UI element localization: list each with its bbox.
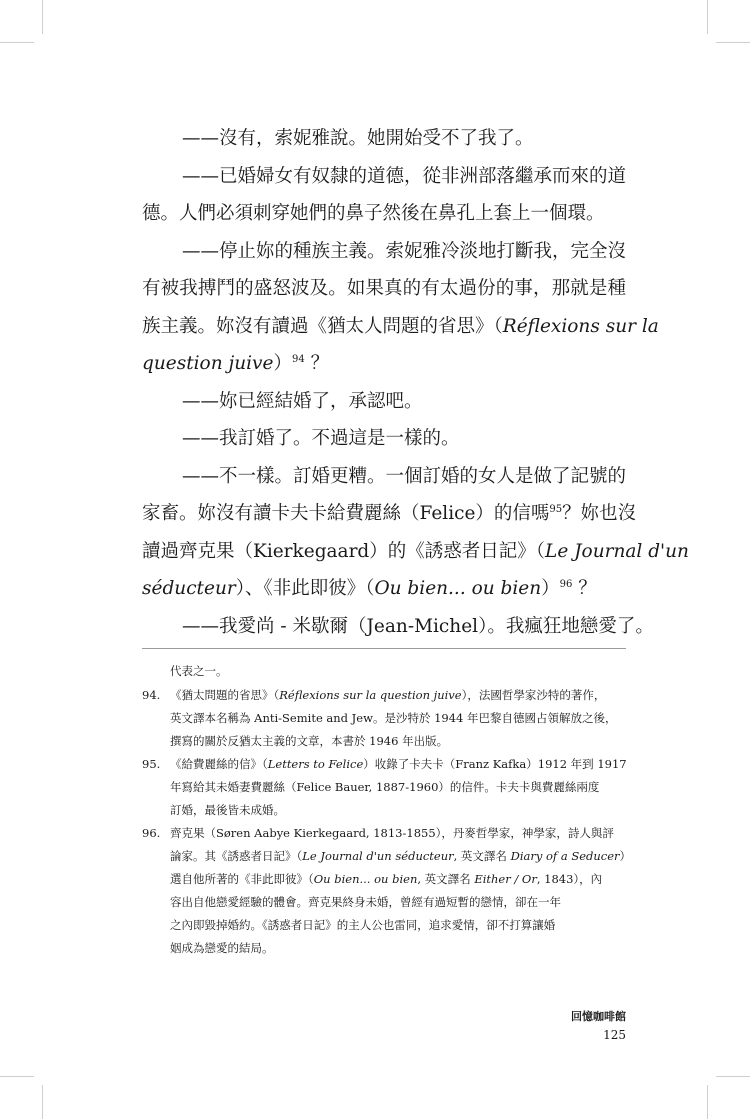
paragraph-line [142, 233, 626, 271]
footnote-line: 年寫給其未婚妻費麗絲（Felice Bauer, 1887-1960）的信件。卡夫卡與費麗絲兩度 [170, 780, 600, 794]
crop-mark [0, 42, 34, 43]
footnotes [142, 660, 632, 960]
footnote-line [170, 845, 631, 868]
text-run: ——沒有，索妮雅說。她開始受不了我了。 [182, 128, 534, 149]
italic-title: Réflexions sur la [502, 315, 659, 337]
paragraph-line [142, 308, 659, 346]
text-run: 家畜。妳沒有讀卡夫卡給費麗絲（Felice）的信嗎 [142, 503, 550, 524]
footnote-95 [142, 753, 626, 822]
footnote-line: 撰寫的關於反猶太主義的文章，本書於 1946 年出版。 [170, 734, 449, 748]
crop-mark [707, 1085, 708, 1119]
paragraph-line [142, 120, 626, 158]
paragraph-line [142, 383, 626, 421]
text-run: ？妳也沒 [562, 503, 637, 524]
footnote-number: 95. [142, 757, 161, 771]
paragraph-line [142, 570, 626, 608]
body-text [142, 120, 689, 645]
text-run: 選自他所著的《非此即彼》（ [170, 872, 314, 886]
text-run: ？ [572, 578, 597, 599]
footnote-ref[interactable]: 95 [549, 504, 563, 515]
italic-title: question juive [142, 353, 274, 374]
footnote-separator [142, 648, 626, 649]
text-run: ） [541, 578, 560, 599]
footnote-line [170, 684, 626, 707]
footnote-line: 姻成為戀愛的結局。 [170, 941, 274, 955]
italic-title: Réflexions sur la question juive [279, 688, 462, 702]
footnote-ref[interactable]: 96 [559, 579, 573, 590]
text-run: 族主義。妳沒有讀過《猶太人問題的省思》（ [142, 315, 503, 337]
text-run: ？ [304, 353, 330, 374]
footnote-line: 容出自他戀愛經驗的體會。齊克果終身未婚，曾經有過短暫的戀情，卻在一年 [170, 895, 561, 909]
text-run: 讀過齊克果（Kierkegaard）的《誘惑者日記》（ [142, 540, 546, 562]
text-run: , 英文譯名 [417, 872, 475, 886]
text-run: 德。人們必須刺穿她們的鼻子然後在鼻孔上套上一個環。 [142, 203, 605, 224]
paragraph-line [142, 270, 626, 308]
crop-mark [0, 1076, 34, 1077]
text-run: ——我愛尚 - 米歇爾（Jean-Michel）。我瘋狂地戀愛了。 [182, 615, 654, 637]
footnote-text [170, 822, 631, 960]
italic-title: Le Journal d'un séducteur [302, 849, 454, 863]
text-run: , 1843），內 [536, 872, 603, 886]
text-run: ——已婚婦女有奴隸的道德，從非洲部落繼承而來的道 [182, 165, 627, 187]
text-run: 《給費麗絲的信》（ [170, 757, 268, 771]
text-run: ），法國哲學家沙特的著作， [461, 688, 606, 702]
crop-mark [42, 0, 43, 34]
text-run: ） [619, 849, 632, 863]
footnote-text [170, 684, 626, 753]
text-run: ） [273, 353, 292, 374]
text-run: 《猶太問題的省思》（ [170, 688, 280, 702]
text-run: ——停止妳的種族主義。索妮雅冷淡地打斷我，完全沒 [182, 240, 627, 262]
footnote-number: 94. [142, 688, 161, 702]
italic-title: Le Journal d'un [545, 540, 689, 562]
footnote-continuation: 代表之一。 [170, 664, 228, 678]
text-run: 有被我搏鬥的盛怒波及。如果真的有太過份的事，那就是種 [142, 278, 626, 299]
italic-title: Ou bien... ou bien [374, 578, 542, 599]
italic-title: Diary of a Seducer [510, 849, 620, 863]
text-run: ——妳已經結婚了，承認吧。 [182, 390, 423, 412]
paragraph-line [142, 533, 689, 571]
footnote-line: 英文譯本名稱為 Anti-Semite and Jew。是沙特於 1944 年巴黎自德國占領解放之後， [170, 711, 617, 725]
footnote-line: 齊克果（Søren Aabye Kierkegaard, 1813-1855），丹麥哲學家，神學家，詩人與評 [170, 826, 614, 840]
footnote-line: 訂婚，最後皆未成婚。 [170, 803, 285, 817]
footnote-ref[interactable]: 94 [291, 354, 305, 365]
paragraph-line [142, 420, 626, 458]
crop-mark [707, 0, 708, 34]
paragraph-line [142, 345, 626, 383]
paragraph-line [142, 458, 626, 496]
text-run: ——我訂婚了。不過這是一樣的。 [182, 428, 460, 449]
paragraph-line [142, 608, 654, 646]
footnote-line [170, 868, 631, 891]
crop-mark [716, 1076, 750, 1077]
crop-mark [42, 1085, 43, 1119]
text-run: , 英文譯名 [453, 849, 511, 863]
footnote-94 [142, 684, 626, 753]
italic-title: Either / Or [474, 872, 537, 886]
text-run: 論家。其《誘惑者日記》（ [170, 849, 303, 863]
footnote-line: 之內即毀掉婚約。《誘惑者日記》的主人公也雷同，追求愛情，卻不打算讓婚 [170, 918, 556, 932]
footnote-text [170, 753, 627, 822]
paragraph-line [142, 158, 626, 196]
text-run: ）收錄了卡夫卡（Franz Kafka）1912 年到 1917 [363, 757, 627, 771]
crop-mark [716, 42, 750, 43]
italic-title: Letters to Felice [267, 757, 364, 771]
footnote-line [170, 753, 627, 776]
text-run: ）、《非此即彼》（ [235, 578, 375, 599]
paragraph-line [142, 495, 637, 533]
footnote-number: 96. [142, 826, 161, 840]
paragraph-line [142, 195, 626, 233]
italic-title: séducteur [142, 578, 236, 599]
italic-title: Ou bien... ou bien [313, 872, 418, 886]
page-number: 125 [603, 1028, 626, 1042]
text-run: ——不一樣。訂婚更糟。一個訂婚的女人是做了記號的 [182, 465, 627, 487]
running-head: 回憶咖啡館 [571, 1010, 626, 1023]
footnote-96 [142, 822, 632, 960]
